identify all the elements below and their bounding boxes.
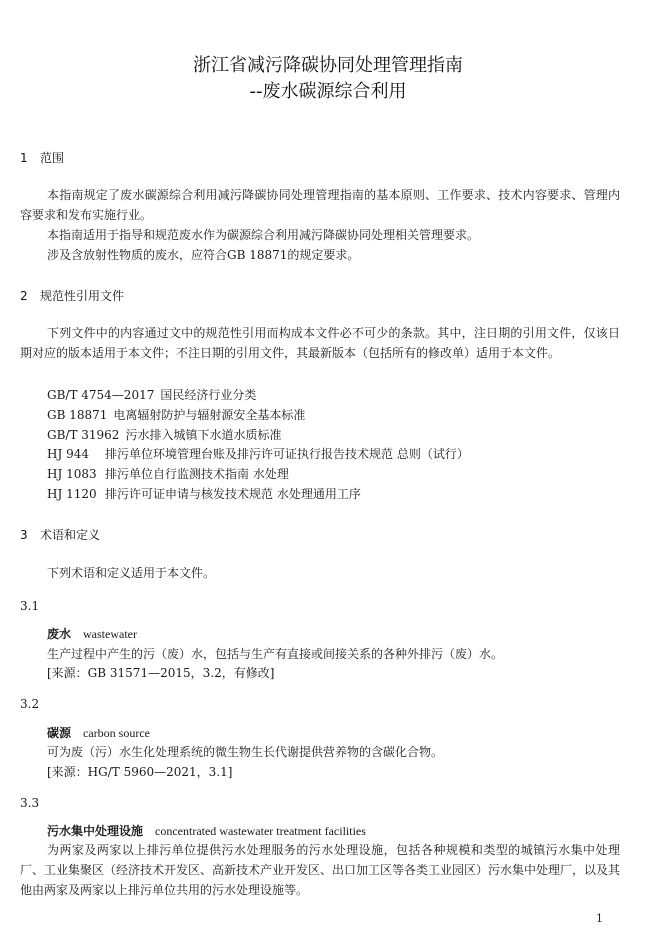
section-number: 2 (20, 289, 28, 303)
paragraph: 下列文件中的内容通过文中的规范性引用而构成本文件必不可少的条款。其中，注日期的引用文件，仅该日期对应的版本适用于本文件；不注日期的引用文件，其最新版本（包括所有的修改单）适用于本文件。 (20, 326, 620, 360)
paragraph: 下列术语和定义适用于本文件。 (47, 566, 216, 580)
reference-item (47, 407, 305, 423)
paragraph: 本指南规定了废水碳源综合利用减污降碳协同处理管理指南的基本原则、工作要求、技术内容要求、管理内容要求和发布实施行业。 (20, 188, 620, 222)
section-heading-normative-references (20, 288, 124, 304)
reference-title: 排污许可证申请与核发技术规范 水处理通用工序 (105, 487, 361, 501)
term-heading (47, 626, 137, 642)
term-chinese: 污水集中处理设施 (47, 824, 144, 838)
section-title: 范围 (40, 151, 65, 165)
term-source: [来源：HG/T 5960—2021，3.1] (47, 765, 233, 779)
section-title: 规范性引用文件 (40, 289, 125, 303)
section-number: 1 (20, 151, 28, 165)
term-definition: 生产过程中产生的污（废）水，包括与生产有直接或间接关系的各种外排污（废）水。 (47, 647, 504, 661)
reference-item (47, 446, 469, 462)
reference-code: GB 18871 (47, 408, 108, 422)
section-heading-scope (20, 150, 64, 166)
term-chinese: 废水 (47, 627, 72, 641)
reference-item (47, 387, 256, 403)
term-number: 3.3 (20, 796, 40, 810)
reference-title: 排污单位环境管理台账及排污许可证执行报告技术规范 总则（试行） (105, 447, 469, 461)
reference-code: HJ 944 (47, 447, 89, 461)
term-english: wastewater (83, 627, 137, 641)
paragraph: 本指南适用于指导和规范废水作为碳源综合利用减污降碳协同处理相关管理要求。 (47, 228, 480, 242)
term-heading (47, 725, 150, 741)
page-number: 1 (596, 912, 603, 925)
reference-item (47, 427, 281, 443)
paragraph: 涉及含放射性物质的废水，应符合GB 18871的规定要求。 (47, 248, 360, 262)
term-number: 3.1 (20, 599, 40, 613)
reference-title: 电离辐射防护与辐射源安全基本标准 (113, 408, 306, 422)
reference-item (47, 486, 361, 502)
term-number: 3.2 (20, 697, 40, 711)
section-title: 术语和定义 (40, 528, 101, 542)
term-heading (47, 823, 366, 839)
document-subtitle: --废水碳源综合利用 (249, 81, 407, 102)
reference-title: 污水排入城镇下水道水质标准 (125, 428, 282, 442)
term-chinese: 碳源 (47, 726, 72, 740)
section-heading-terms-definitions (20, 527, 100, 543)
document-title: 浙江省减污降碳协同处理管理指南 (193, 55, 463, 76)
reference-code: HJ 1120 (47, 487, 97, 501)
reference-title: 排污单位自行监测技术指南 水处理 (105, 467, 289, 481)
section-number: 3 (20, 528, 28, 542)
term-english: carbon source (83, 726, 150, 740)
reference-item (47, 466, 289, 482)
reference-title: 国民经济行业分类 (160, 388, 257, 402)
term-english: concentrated wastewater treatment facilities (155, 824, 366, 838)
reference-code: HJ 1083 (47, 467, 97, 481)
term-definition: 为两家及两家以上排污单位提供污水处理服务的污水处理设施，包括各种规模和类型的城镇污水集中处理厂、工业集聚区（经济技术开发区、高新技术产业开发区、出口加工区等各类工业园区）污水集中处理厂，以及其他由两家及两家以上排污单位共用的污水处理设施等。 (20, 843, 621, 897)
term-definition: 可为废（污）水生化处理系统的微生物生长代谢提供营养物的含碳化合物。 (47, 745, 444, 759)
term-source: [来源：GB 31571—2015，3.2，有修改] (47, 666, 275, 680)
reference-code: GB/T 31962 (47, 428, 120, 442)
reference-code: GB/T 4754—2017 (47, 388, 155, 402)
